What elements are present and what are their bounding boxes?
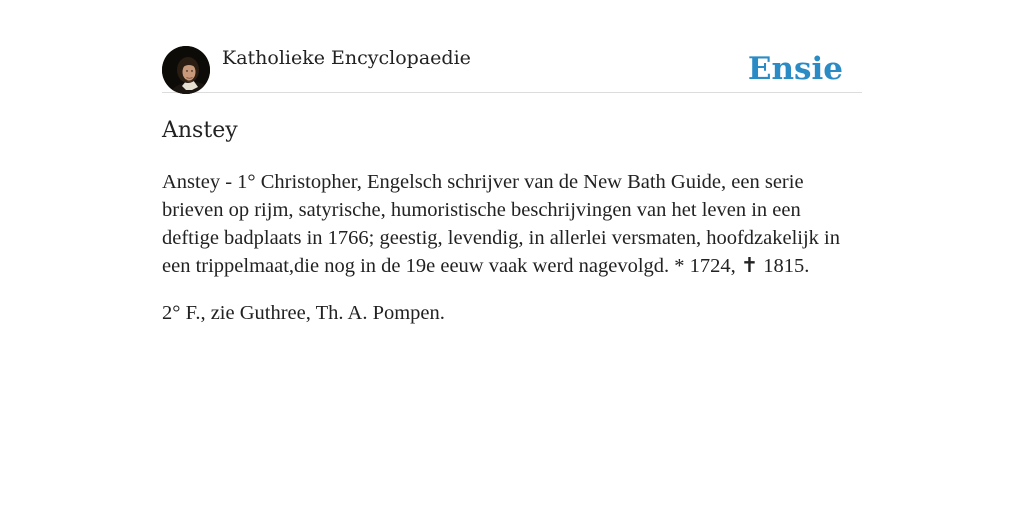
article-paragraph: Anstey - 1° Christopher, Engelsch schrijver van de New Bath Guide, een serie brieven op rijm, satyrische, humoristische beschrijvingen van het leven in een deftige badplaats in 1766; geestig, levendig, in allerlei versmaten, hoofdzakelijk in een trippelmaat,die nog in de 19e eeuw vaak werd nagevolgd. * 1724, ✝ 1815. (162, 171, 841, 277)
page-title: Anstey (162, 118, 238, 143)
article-paragraph: 2° F., zie Guthree, Th. A. Pompen. (162, 302, 445, 324)
ensie-logo-link[interactable]: Ensie (747, 51, 843, 87)
site-header (162, 46, 862, 93)
portrait-image (162, 46, 210, 94)
article-body (162, 168, 862, 346)
portrait-avatar-icon[interactable] (162, 46, 210, 94)
site-name-link[interactable]: Katholieke Encyclopaedie (222, 47, 471, 69)
